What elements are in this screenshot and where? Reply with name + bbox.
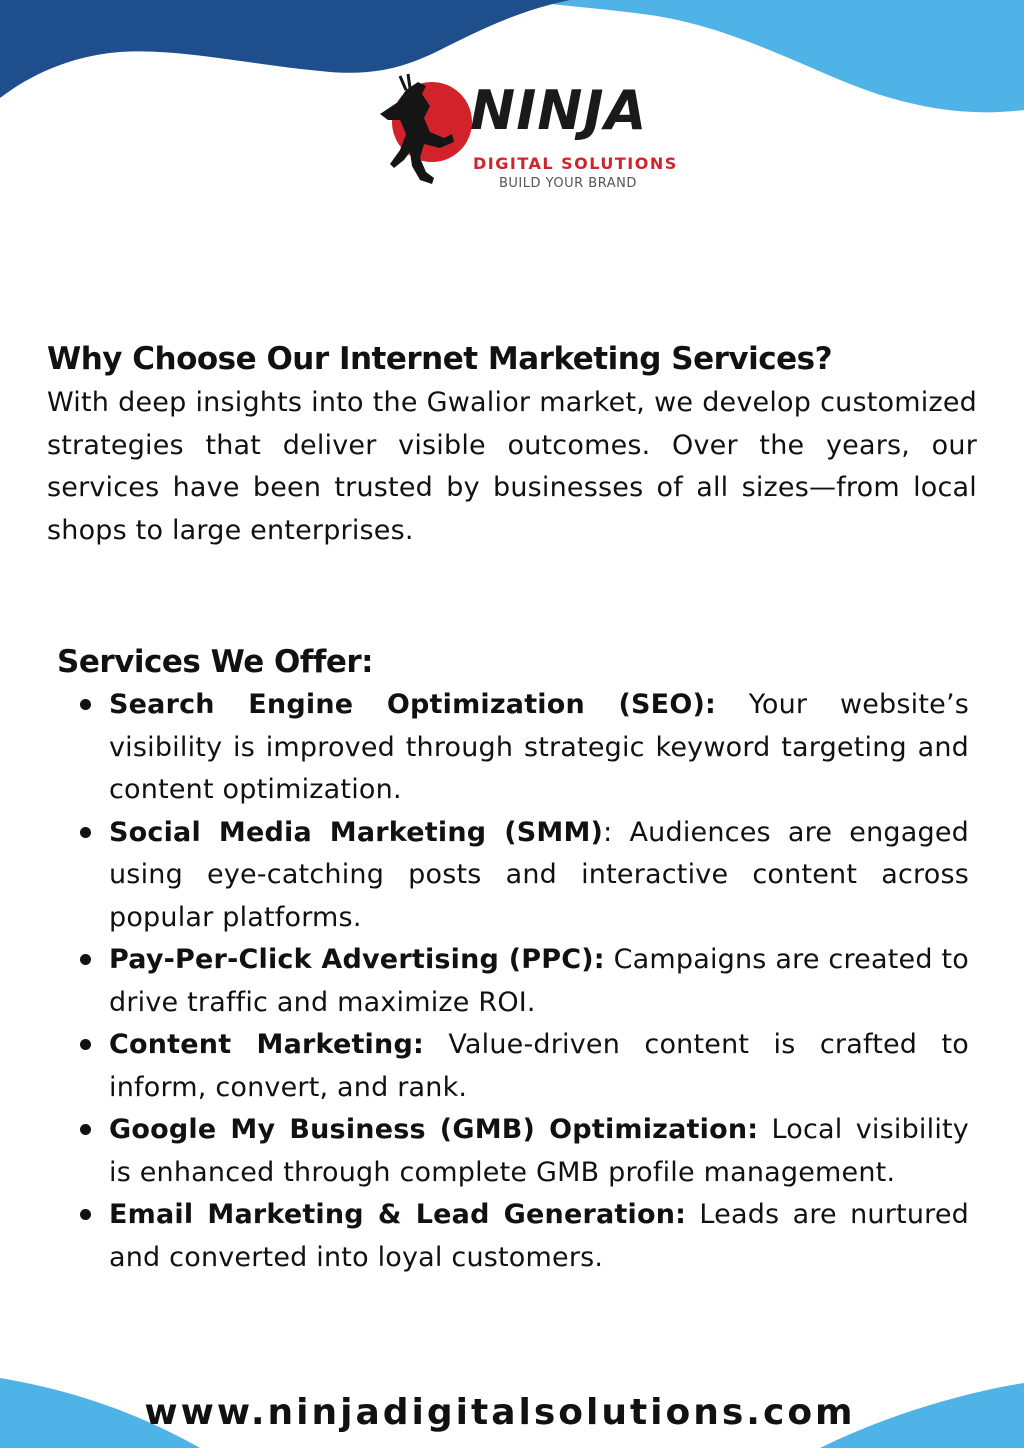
intro-section [47,338,977,552]
service-title: Social Media Marketing (SMM) [109,816,604,848]
service-title: Search Engine Optimization (SEO): [109,689,717,720]
intro-paragraph: With deep insights into the Gwalior market, we develop customized strategies that deliver visible outcomes. Over the years, our services have been trusted by businesses of all sizes—from local shops to large enterprises. [47,387,977,546]
services-section [57,641,969,1279]
service-item-ppc [109,939,969,1024]
service-item-seo [109,684,969,812]
brand-logo [360,72,680,197]
logo-subtitle: DIGITAL SOLUTIONS [473,154,678,173]
service-description: Campaigns are created to drive traffic and maximize ROI. [109,944,969,1018]
service-title: Content Marketing: [109,1029,424,1060]
service-description: Your website’s visibility is improved through strategic keyword targeting and content optimization. [109,689,969,805]
service-description: Value-driven content is crafted to inform, convert, and rank. [109,1029,969,1103]
website-url[interactable]: www.ninjadigitalsolutions.com [144,1392,856,1433]
bullet-icon [80,827,91,838]
bullet-icon [80,1124,91,1135]
service-title: Email Marketing & Lead Generation: [109,1199,687,1230]
service-title: Google My Business (GMB) Optimization: [109,1114,759,1145]
service-description: Leads are nurtured and converted into loyal customers. [109,1199,969,1273]
bullet-icon [80,1039,91,1050]
service-item-smm [109,812,969,940]
logo-tagline: BUILD YOUR BRAND [499,176,637,191]
service-description: Local visibility is enhanced through complete GMB profile management. [109,1114,969,1188]
services-heading: Services We Offer: [57,644,374,680]
bullet-icon [80,699,91,710]
ninja-on-red-sun-icon [360,72,475,197]
intro-heading: Why Choose Our Internet Marketing Services? [47,341,833,377]
service-title: Pay-Per-Click Advertising (PPC): [109,944,605,975]
service-item-gmb [109,1109,969,1194]
services-list [57,684,969,1279]
service-item-email-marketing [109,1194,969,1279]
service-description: : Audiences are engaged using eye-catching posts and interactive content across popular platforms. [109,816,969,933]
service-item-content-marketing [109,1024,969,1109]
bullet-icon [80,954,91,965]
logo-wordmark: NINJA [470,79,648,142]
bullet-icon [80,1209,91,1220]
